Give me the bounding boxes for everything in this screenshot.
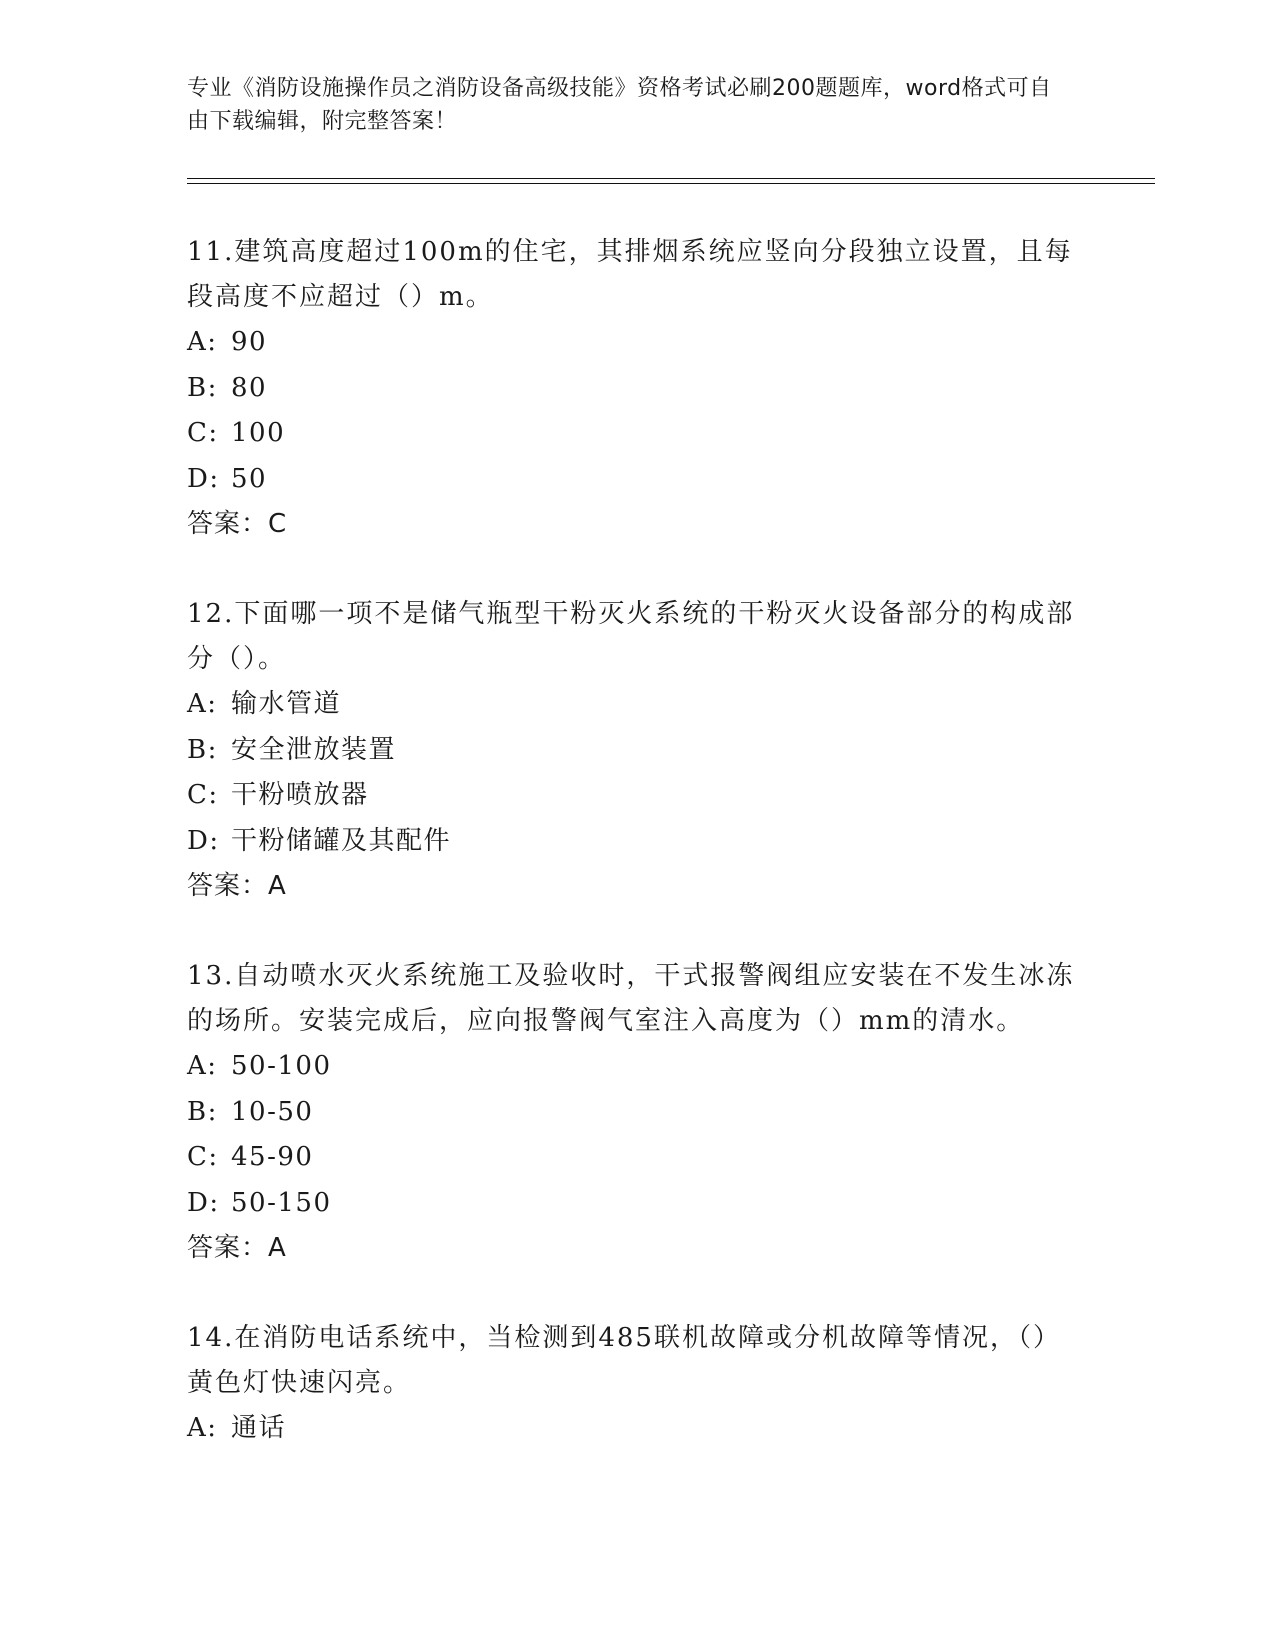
option-b [187,1090,1077,1136]
option-b [187,366,1077,412]
option-key: B: [187,372,218,403]
option-key: A: [187,1413,218,1443]
option-c [187,773,1077,819]
option-d [187,1181,1077,1227]
header-divider-top [187,178,1155,179]
option-text: 干粉储罐及其配件 [231,825,452,856]
question-11 [187,230,1077,548]
option-text: 45-90 [231,1142,314,1172]
option-key: A: [187,1051,218,1081]
option-text: 50-100 [231,1051,332,1081]
option-key: A: [187,327,218,357]
option-text: 100 [231,418,286,448]
option-text: 10-50 [231,1096,314,1127]
option-a [187,1044,1077,1090]
question-14 [187,1316,1077,1452]
option-key: D: [187,463,220,494]
document-header: 专业《消防设施操作员之消防设备高级技能》资格考试必刷200题题库，word格式可自由下载编辑，附完整答案！ [187,76,1052,134]
option-text: 50-150 [231,1187,332,1218]
option-text: 50 [231,463,268,494]
question-stem: 12.下面哪一项不是储气瓶型干粉灭火系统的干粉灭火设备部分的构成部分（）。 [187,599,1075,674]
option-a [187,320,1077,366]
option-text: 90 [231,327,268,357]
option-d [187,457,1077,503]
question-13 [187,954,1077,1272]
option-key: C: [187,418,219,448]
option-b [187,728,1077,774]
option-text: 安全泄放装置 [231,734,397,765]
option-a [187,1406,1077,1452]
option-key: C: [187,1142,219,1172]
option-key: B: [187,1096,218,1127]
question-stem: 11.建筑高度超过100m的住宅，其排烟系统应竖向分段独立设置，且每段高度不应超过（）m。 [187,237,1073,312]
question-12 [187,592,1077,910]
option-text: 干粉喷放器 [231,780,369,810]
option-a [187,682,1077,728]
option-text: 80 [231,372,268,403]
question-stem: 13.自动喷水灭火系统施工及验收时，干式报警阀组应安装在不发生冰冻的场所。安装完成后，应向报警阀气室注入高度为（）mm的清水。 [187,961,1075,1036]
header-divider-bottom [187,183,1155,184]
option-d [187,819,1077,865]
answer-line: 答案：A [187,1233,287,1263]
option-text: 输水管道 [231,689,342,719]
answer-line: 答案：C [187,509,288,539]
option-text: 通话 [231,1413,287,1443]
option-c [187,411,1077,457]
option-key: D: [187,1187,220,1218]
option-key: D: [187,825,220,856]
option-key: B: [187,734,218,765]
option-key: A: [187,689,218,719]
option-c [187,1135,1077,1181]
option-key: C: [187,780,219,810]
question-stem: 14.在消防电话系统中，当检测到485联机故障或分机故障等情况，（）黄色灯快速闪亮。 [187,1323,1061,1398]
answer-line: 答案：A [187,871,287,901]
